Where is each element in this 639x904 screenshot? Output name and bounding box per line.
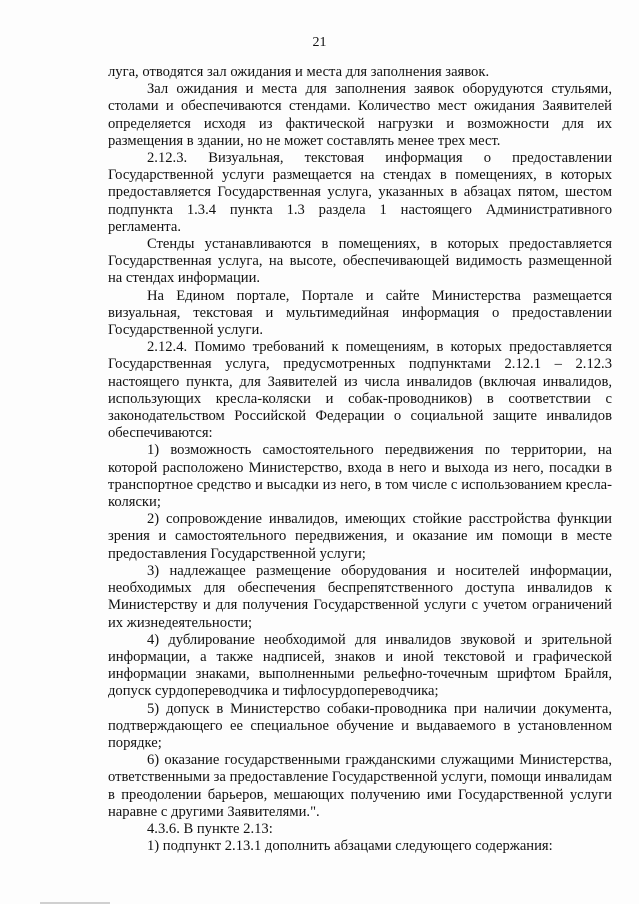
paragraph-4-3-6: 4.3.6. В пункте 2.13: bbox=[147, 820, 273, 837]
page-number: 21 bbox=[312, 35, 327, 50]
list-item-3: 3) надлежащее размещение оборудования и носителей информации, необходимых для обеспечения беспрепятственного доступа инвалидов к Министерству и для получения Государственной услуги с учетом ограничений их жизнедеятельности; bbox=[108, 562, 612, 631]
list-item-1: 1) возможность самостоятельного передвижения по территории, на которой расположено Министерство, входа в него и выхода из него, посадки в транспортное средство и высадки из него, в том числе с использованием кресла-коляски; bbox=[108, 442, 612, 511]
document-body bbox=[108, 64, 612, 855]
paragraph-portal-info: На Едином портале, Портале и сайте Министерства размещается визуальная, текстовая и мультимедийная информация о предоставлении Государственной услуги. bbox=[108, 287, 612, 339]
list-item-2: 2) сопровождение инвалидов, имеющих стойкие расстройства функции зрения и самостоятельного передвижения, и оказание им помощи в месте предоставления Государственной услуги; bbox=[108, 511, 612, 562]
paragraph-stands: Стенды устанавливаются в помещениях, в которых предоставляется Государственная услуга, на высоте, обеспечивающей видимость размещенной на стендах информации. bbox=[108, 236, 612, 287]
paragraph-waiting-hall: Зал ожидания и места для заполнения заявок оборудуются стульями, столами и обеспечиваются стендами. Количество мест ожидания Заявителей определяется исходя из фактической нагрузки и возможности для их размещения в здании, но не может составлять менее трех мест. bbox=[108, 81, 612, 149]
list-item-4: 4) дублирование необходимой для инвалидов звуковой и зрительной информации, а также надписей, знаков и иной текстовой и графической информации знаками, выполненными рельефно-точечным шрифтом Брайля, допуск сурдопереводчика и тифлосурдопереводчика; bbox=[108, 631, 612, 700]
paragraph-2-12-4: 2.12.4. Помимо требований к помещениям, в которых предоставляется Государственная услуга, предусмотренных подпунктами 2.12.1 – 2.12.3 настоящего пункта, для Заявителей из числа инвалидов (включая инвалидов, использующих кресла-коляски и собак-проводников) в соответствии с законодательством Российской Федерации о социальной защите инвалидов обеспечиваются: bbox=[108, 339, 612, 442]
list-item-5: 5) допуск в Министерство собаки-проводника при наличии документа, подтверждающего ее специальное обучение и выдаваемого в установленном порядке; bbox=[108, 700, 612, 751]
list-item-6: 6) оказание государственными гражданскими служащими Министерства, ответственными за предоставление Государственной услуги, помощи инвалидам в преодолении барьеров, мешающих получению ими Государственной услуги наравне с другими Заявителями.". bbox=[108, 752, 612, 820]
paragraph-continuation: луга, отводятся зал ожидания и места для заполнения заявок. bbox=[108, 64, 490, 80]
paragraph-subitem-1: 1) подпункт 2.13.1 дополнить абзацами следующего содержания: bbox=[147, 838, 553, 855]
paragraph-2-12-3: 2.12.3. Визуальная, текстовая информация о предоставлении Государственной услуги размещается на стендах в помещениях, в которых предоставляется Государственная услуга, указанных в абзацах пятом, шестом подпункта 1.3.4 пункта 1.3 раздела 1 настоящего Административного регламента. bbox=[108, 150, 612, 235]
